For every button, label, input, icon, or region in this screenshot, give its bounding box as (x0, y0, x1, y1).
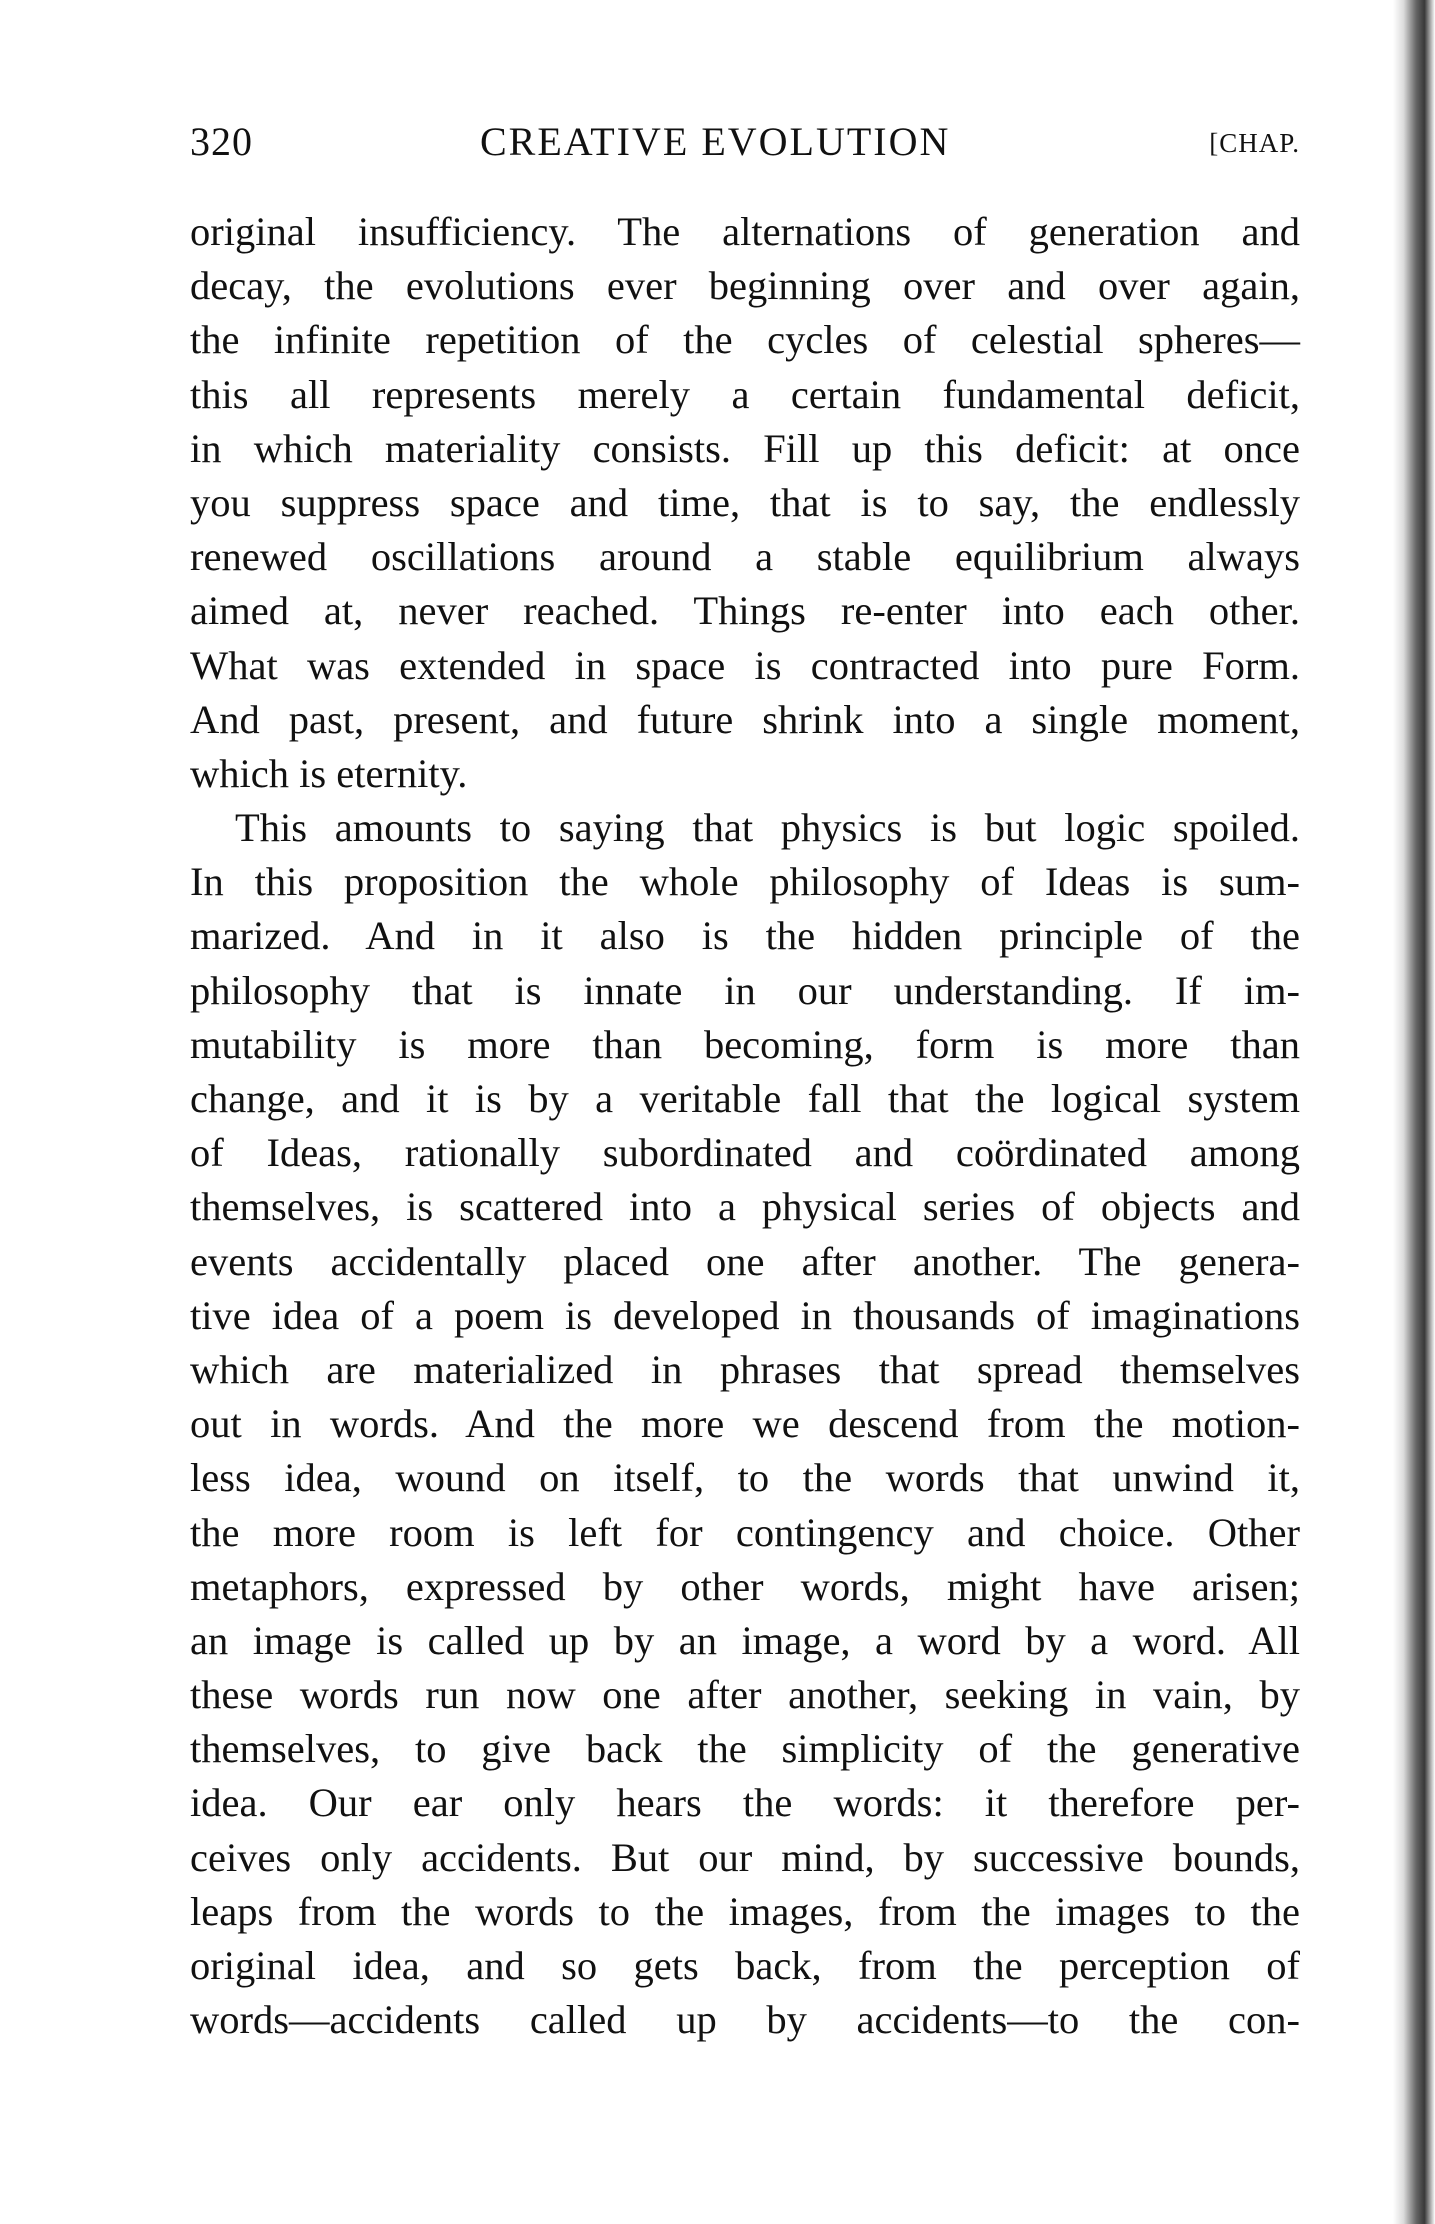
page-header (190, 118, 1300, 178)
text-line: the more room is left for contingency and choice. Other (190, 1509, 1300, 1555)
text-line: ceives only accidents. But our mind, by successive bounds, (190, 1834, 1300, 1880)
text-line: themselves, is scattered into a physical series of objects and (190, 1184, 1300, 1230)
text-line: you suppress space and time, that is to say, the endlessly (190, 479, 1300, 525)
page-binding-edge (1393, 0, 1435, 2224)
text-line: these words run now one after another, seeking in vain, by (190, 1672, 1300, 1718)
page-number: 320 (190, 119, 253, 164)
text-line: this all represents merely a certain fundamental deficit, (190, 371, 1300, 417)
text-line: tive idea of a poem is developed in thousands of imaginations (190, 1292, 1300, 1338)
text-line: This amounts to saying that physics is but logic spoiled. (235, 805, 1300, 851)
text-line: mutability is more than becoming, form is more than (190, 1021, 1300, 1067)
text-line: What was extended in space is contracted into pure Form. (190, 642, 1300, 688)
paragraph (190, 205, 1300, 801)
text-line: original insufficiency. The alternations of generation and (190, 209, 1300, 254)
text-line: In this proposition the whole philosophy of Ideas is sum- (190, 859, 1300, 905)
text-line: less idea, wound on itself, to the words that unwind it, (190, 1455, 1300, 1501)
text-line: of Ideas, rationally subordinated and coördinated among (190, 1130, 1300, 1176)
text-line: change, and it is by a veritable fall that the logical system (190, 1076, 1300, 1121)
text-line: events accidentally placed one after another. The genera- (190, 1238, 1300, 1284)
text-line: which is eternity. (190, 750, 468, 796)
text-line: words—accidents called up by accidents—to the con- (190, 1997, 1300, 2043)
text-line: which are materialized in phrases that spread themselves (190, 1346, 1300, 1392)
text-line: the infinite repetition of the cycles of celestial spheres— (190, 317, 1300, 363)
text-line: leaps from the words to the images, from the images to the (190, 1888, 1300, 1934)
text-line: out in words. And the more we descend from the motion- (190, 1401, 1300, 1447)
text-line: an image is called up by an image, a word by a word. All (190, 1617, 1300, 1663)
text-line: marized. And in it also is the hidden principle of the (190, 913, 1300, 959)
running-title: CREATIVE EVOLUTION (480, 119, 951, 164)
chapter-label: [CHAP. (1209, 128, 1300, 158)
body-text (190, 205, 1300, 2047)
text-line: in which materiality consists. Fill up this deficit: at once (190, 425, 1300, 471)
text-line: philosophy that is innate in our understanding. If im- (190, 967, 1300, 1013)
text-line: decay, the evolutions ever beginning over and over again, (190, 263, 1300, 309)
paragraph (190, 801, 1300, 2047)
text-line: original idea, and so gets back, from the perception of (190, 1943, 1300, 1988)
text-line: And past, present, and future shrink into a single moment, (190, 696, 1300, 742)
text-line: idea. Our ear only hears the words: it therefore per- (190, 1780, 1300, 1826)
text-line: metaphors, expressed by other words, might have arisen; (190, 1563, 1300, 1609)
text-line: renewed oscillations around a stable equilibrium always (190, 534, 1300, 580)
text-line: aimed at, never reached. Things re-enter into each other. (190, 588, 1300, 634)
text-line: themselves, to give back the simplicity of the generative (190, 1726, 1300, 1772)
